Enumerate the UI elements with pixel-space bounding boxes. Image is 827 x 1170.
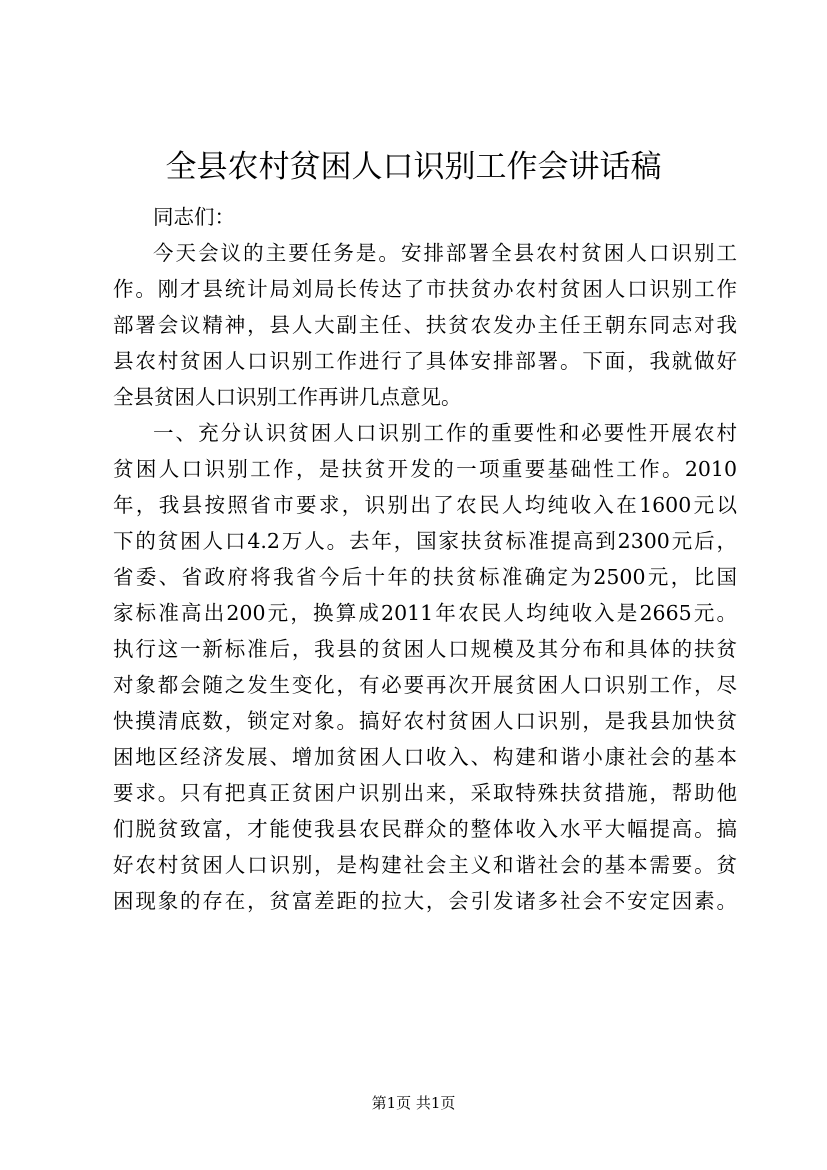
document-body — [113, 199, 737, 919]
page-number-footer: 第1页 共1页 — [371, 1094, 456, 1112]
paragraph-2-line-5: 省委、省政府将我省今后十年的扶贫标准确定为2500元，比国 — [113, 565, 737, 589]
paragraph-2-line-2: 贫困人口识别工作，是扶贫开发的一项重要基础性工作。2010 — [113, 457, 737, 481]
paragraph-2-line-7: 执行这一新标准后，我县的贫困人口规模及其分布和具体的扶贫 — [113, 637, 737, 661]
paragraph-1-line-2: 作。刚才县统计局刘局长传达了市扶贫办农村贫困人口识别工作 — [113, 277, 737, 301]
paragraph-2-line-12: 们脱贫致富，才能使我县农民群众的整体收入水平大幅提高。搞 — [113, 817, 737, 841]
paragraph-2-line-3: 年，我县按照省市要求，识别出了农民人均纯收入在1600元以 — [113, 493, 737, 517]
paragraph-1-line-3: 部署会议精神，县人大副主任、扶贫农发办主任王朝东同志对我 — [113, 313, 737, 337]
paragraph-2-line-10: 困地区经济发展、增加贫困人口收入、构建和谐小康社会的基本 — [113, 745, 737, 769]
paragraph-1-line-5: 全县贫困人口识别工作再讲几点意见。 — [113, 385, 462, 409]
paragraph-2-line-13: 好农村贫困人口识别，是构建社会主义和谐社会的基本需要。贫 — [113, 853, 737, 877]
paragraph-2-line-1: 一、充分认识贫困人口识别工作的重要性和必要性开展农村 — [153, 421, 737, 445]
salutation: 同志们： — [153, 205, 235, 229]
paragraph-2-line-6: 家标准高出200元，换算成2011年农民人均纯收入是2665元。 — [113, 601, 737, 625]
paragraph-1-line-4: 县农村贫困人口识别工作进行了具体安排部署。下面，我就做好 — [113, 349, 737, 373]
paragraph-2-line-9: 快摸清底数，锁定对象。搞好农村贫困人口识别，是我县加快贫 — [113, 709, 737, 733]
document-title: 全县农村贫困人口识别工作会讲话稿 — [165, 149, 662, 185]
paragraph-1-line-1: 今天会议的主要任务是。安排部署全县农村贫困人口识别工 — [153, 241, 737, 265]
paragraph-2-line-11: 要求。只有把真正贫困户识别出来，采取特殊扶贫措施，帮助他 — [113, 781, 737, 805]
paragraph-2-line-14: 困现象的存在，贫富差距的拉大，会引发诸多社会不安定因素。 — [113, 889, 737, 913]
paragraph-2-line-8: 对象都会随之发生变化，有必要再次开展贫困人口识别工作，尽 — [113, 673, 737, 697]
paragraph-2-line-4: 下的贫困人口4.2万人。去年，国家扶贫标准提高到2300元后， — [113, 529, 737, 553]
